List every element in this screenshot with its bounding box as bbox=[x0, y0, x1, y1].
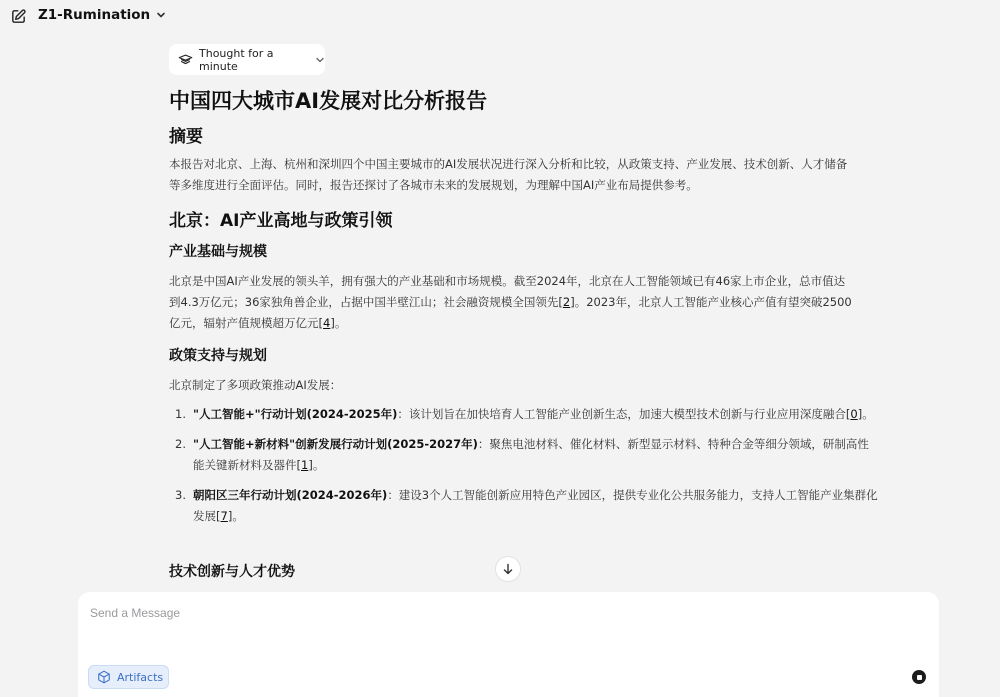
list-item bbox=[169, 434, 879, 476]
policy-heading: 政策支持与规划 bbox=[169, 348, 267, 364]
artifacts-button[interactable] bbox=[88, 665, 169, 689]
report-title: 中国四大城市AI发展对比分析报告 bbox=[169, 89, 488, 113]
artifacts-label: Artifacts bbox=[117, 670, 164, 684]
cube-icon bbox=[97, 670, 111, 684]
text-segment: ]。2023年，北京人工智能产业核心产值有望突破2500 bbox=[570, 295, 852, 309]
thought-icon bbox=[178, 54, 193, 65]
industry-line bbox=[169, 292, 879, 313]
stop-icon bbox=[917, 675, 922, 680]
policy-name: "人工智能+"行动计划(2024-2025年) bbox=[193, 407, 398, 421]
policy-text: ]。 bbox=[308, 458, 325, 472]
policy-text: ：建设3个人工智能创新应用特色产业园区，提供专业化公共服务能力，支持人工智能产业集群化发展[ bbox=[193, 488, 878, 523]
arrow-down-icon bbox=[502, 563, 514, 575]
list-item bbox=[169, 485, 879, 527]
industry-line: 北京是中国AI产业发展的领头羊，拥有强大的产业基础和市场规模。截至2024年，北京在人工智能领域已有46家上市企业，总市值达 bbox=[169, 274, 846, 288]
text-segment: 亿元，辐射产值规模超万亿元[ bbox=[169, 316, 323, 330]
chevron-down-icon bbox=[315, 55, 325, 65]
citation-link[interactable]: 2 bbox=[562, 295, 571, 309]
list-item bbox=[169, 404, 879, 425]
top-bar bbox=[0, 0, 1000, 34]
citation-link[interactable]: 7 bbox=[220, 509, 228, 523]
policy-text: ]。 bbox=[227, 509, 244, 523]
policy-name: "人工智能+新材料"创新发展行动计划(2025-2027年) bbox=[193, 437, 478, 451]
new-chat-edit-icon[interactable] bbox=[10, 8, 27, 25]
policy-intro: 北京制定了多项政策推动AI发展： bbox=[169, 378, 342, 392]
text-segment: 到4.3万亿元；36家独角兽企业，占据中国半壁江山；社会融资规模全国领先[ bbox=[169, 295, 563, 309]
list-number: 3. bbox=[175, 488, 186, 502]
citation-link[interactable]: 0 bbox=[850, 407, 858, 421]
message-input[interactable] bbox=[90, 602, 890, 624]
list-number: 2. bbox=[175, 437, 186, 451]
summary-heading: 摘要 bbox=[169, 127, 203, 147]
policy-list bbox=[169, 404, 879, 527]
message-composer bbox=[78, 592, 939, 697]
summary-paragraph bbox=[169, 154, 879, 196]
industry-paragraph bbox=[169, 271, 879, 334]
scroll-down-button[interactable] bbox=[495, 556, 521, 582]
citation-link[interactable]: 1 bbox=[301, 458, 309, 472]
policy-text: ：该计划旨在加快培育人工智能产业创新生态，加速大模型技术创新与行业应用深度融合[ bbox=[397, 407, 851, 421]
thought-toggle[interactable] bbox=[169, 44, 325, 75]
model-selector[interactable] bbox=[38, 7, 166, 23]
summary-line: 本报告对北京、上海、杭州和深圳四个中国主要城市的AI发展状况进行深入分析和比较，从政策支持、产业发展、技术创新、人才储备 bbox=[169, 157, 848, 171]
policy-text: ：聚焦电池材料、催化材料、新型显示材料、特种合金等细分领域，研制高性能关键新材料及器件[ bbox=[193, 437, 869, 472]
stop-button[interactable] bbox=[912, 670, 926, 684]
tech-heading: 技术创新与人才优势 bbox=[169, 564, 295, 580]
text-segment: ]。 bbox=[330, 316, 347, 330]
industry-line bbox=[169, 313, 879, 334]
list-number: 1. bbox=[175, 407, 186, 421]
policy-name: 朝阳区三年行动计划(2024-2026年) bbox=[193, 488, 388, 502]
citation-link[interactable]: 4 bbox=[323, 316, 331, 330]
industry-heading: 产业基础与规模 bbox=[169, 244, 267, 260]
beijing-heading: 北京：AI产业高地与政策引领 bbox=[169, 211, 393, 231]
chevron-down-icon bbox=[156, 10, 166, 20]
policy-text: ]。 bbox=[857, 407, 874, 421]
thought-label: Thought for a minute bbox=[199, 46, 274, 73]
summary-line: 等多维度进行全面评估。同时，报告还探讨了各城市未来的发展规划，为理解中国AI产业布局提供参考。 bbox=[169, 178, 698, 192]
model-name: Z1-Rumination bbox=[38, 7, 151, 23]
